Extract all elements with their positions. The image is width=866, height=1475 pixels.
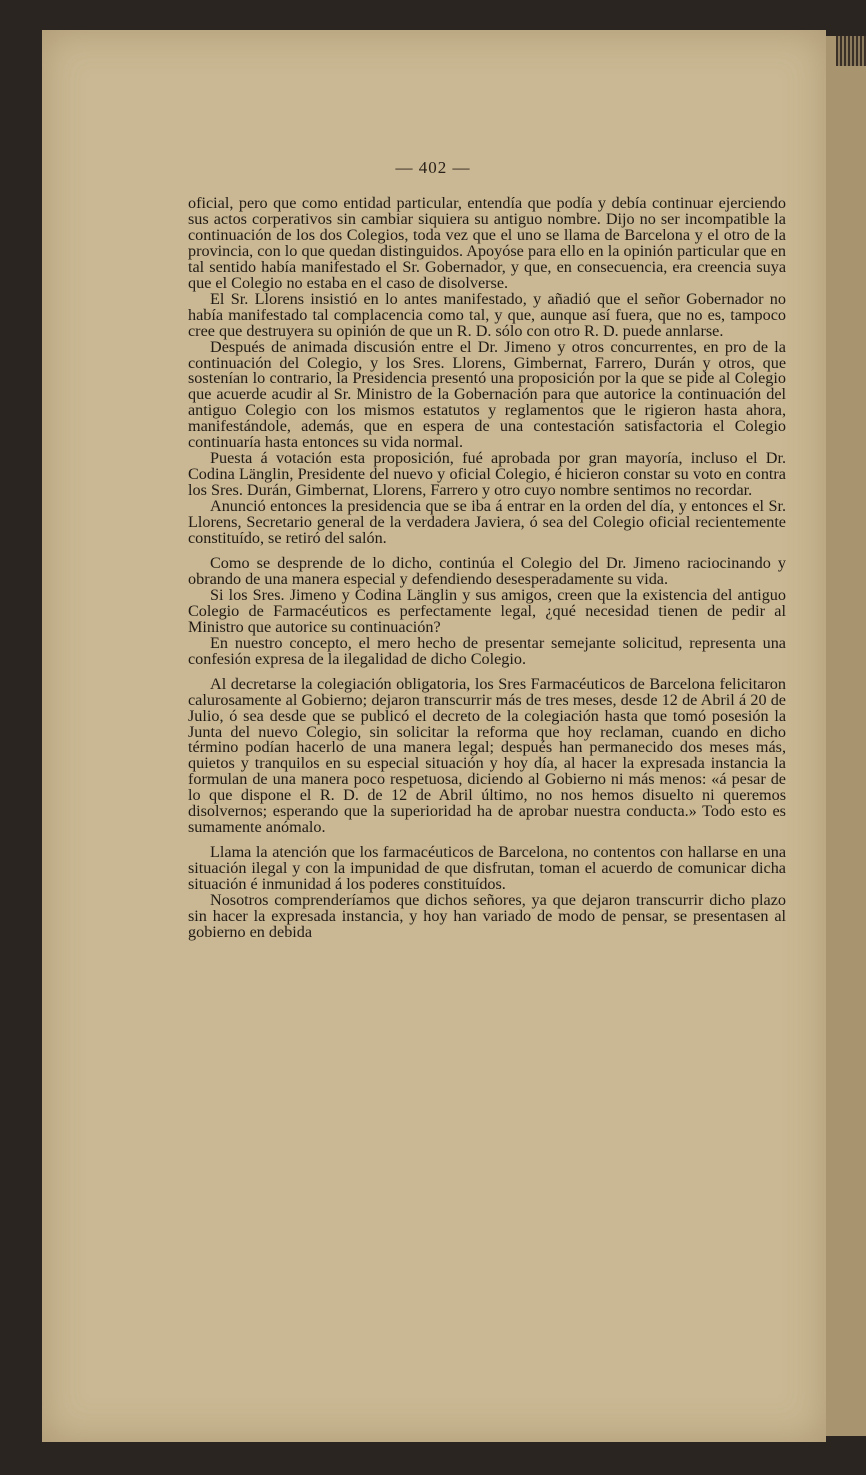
paragraph: El Sr. Llorens insistió en lo antes manifestado, y añadió que el señor Gobernador no había manifestado tal complacencia como tal, y que, aunque así fuera, que no es, tampoco cree que destruyera su opinión de que un R. D. sólo con otro R. D. puede annlarse. bbox=[188, 289, 786, 340]
adjacent-page-edge bbox=[826, 36, 866, 1436]
paragraph: Puesta á votación esta proposición, fué aprobada por gran mayoría, incluso el Dr. Codina Länglin, Presidente del nuevo y oficial Colegio, é hicieron constar su voto en contra los Sres. Durán, Gimbernat, Llorens, Farrero y otro cuyo nombre sentimos no recordar. bbox=[188, 449, 786, 500]
paragraph: Si los Sres. Jimeno y Codina Länglin y sus amigos, creen que la existencia del antiguo Colegio de Farmacéuticos es perfectamente legal, ¿qué necesidad tienen de pedir al Ministro que autorice su continuación? bbox=[188, 585, 786, 636]
paragraph: Después de animada discusión entre el Dr. Jimeno y otros concurrentes, en pro de la continuación del Colegio, y los Sres. Llorens, Gimbernat, Farrero, Durán y otros, que sostenían lo contrario, la Presidencia presentó una proposición por la que se pide al Colegio que acuerde acudir al Sr. Ministro de la Gobernación para que autorice la continuación del antiguo Colegio con los mismos estatutos y reglamentos que le rigieron hasta ahora, manifestándole, además, que en espera de una contestación satisfactoria el Colegio continuaría hasta entonces su vida normal. bbox=[188, 337, 786, 452]
paragraph: En nuestro concepto, el mero hecho de presentar semejante solicitud, representa una confesión expresa de la ilegalidad de dicho Colegio. bbox=[188, 633, 786, 668]
paragraph: Llama la atención que los farmacéuticos de Barcelona, no contentos con hallarse en una situación ilegal y con la impunidad de que disfrutan, toman el acuerdo de comunicar dicha situación é inmunidad á los poderes constituídos. bbox=[188, 843, 786, 894]
paragraph: oficial, pero que como entidad particular, entendía que podía y debía continuar ejerciendo sus actos corperativos sin cambiar siquiera su antiguo nombre. Dijo no ser incompatible la continuación de los dos Colegios, toda vez que el uno se llama de Barcelona y el otro de la provincia, con lo que quedan distinguidos. Apoyóse para ello en la opinión particular que en tal sentido había manifestado el Sr. Gobernador, y que, en consecuencia, era creencia suya que el Colegio no estaba en el caso de disolverse. bbox=[188, 194, 786, 292]
paragraph: Anunció entonces la presidencia que se iba á entrar en la orden del día, y entonces el Sr. Llorens, Secretario general de la verdadera Javiera, ó sea del Colegio oficial recientemente constituído, se retiró del salón. bbox=[188, 497, 786, 548]
paragraph: Como se desprende de lo dicho, continúa el Colegio del Dr. Jimeno raciocinando y obrando de una manera especial y defendiendo desesperadamente su vida. bbox=[188, 553, 786, 588]
body-text bbox=[188, 196, 786, 941]
page-number: — 402 — bbox=[395, 158, 471, 177]
adjacent-page-margin-mark bbox=[836, 36, 866, 66]
paragraph: Al decretarse la colegiación obligatoria, los Sres Farmacéuticos de Barcelona felicitaron calurosamente al Gobierno; dejaron transcurrir más de tres meses, desde 12 de Abril á 20 de Julio, ó sea desde que se publicó el decreto de la colegiación hasta que tomó posesión la Junta del nuevo Colegio, sin solicitar la reforma que hoy reclaman, cuando en dicho término podían hacerlo de una manera legal; después han permanecido dos meses más, quietos y tranquilos en su especial situación y hoy día, al hacer la expresada instancia la formulan de una manera poco respetuosa, diciendo al Gobierno ni más menos: «á pesar de lo que dispone el R. D. de 12 de Abril último, no nos hemos disuelto ni queremos disolvernos; esperando que la superioridad ha de aprobar nuestra conducta.» Todo esto es sumamente anómalo. bbox=[188, 674, 786, 837]
paragraph: Nosotros comprenderíamos que dichos señores, ya que dejaron transcurrir dicho plazo sin hacer la expresada instancia, y hoy han variado de modo de pensar, se presentasen al gobierno en debida bbox=[188, 891, 786, 941]
